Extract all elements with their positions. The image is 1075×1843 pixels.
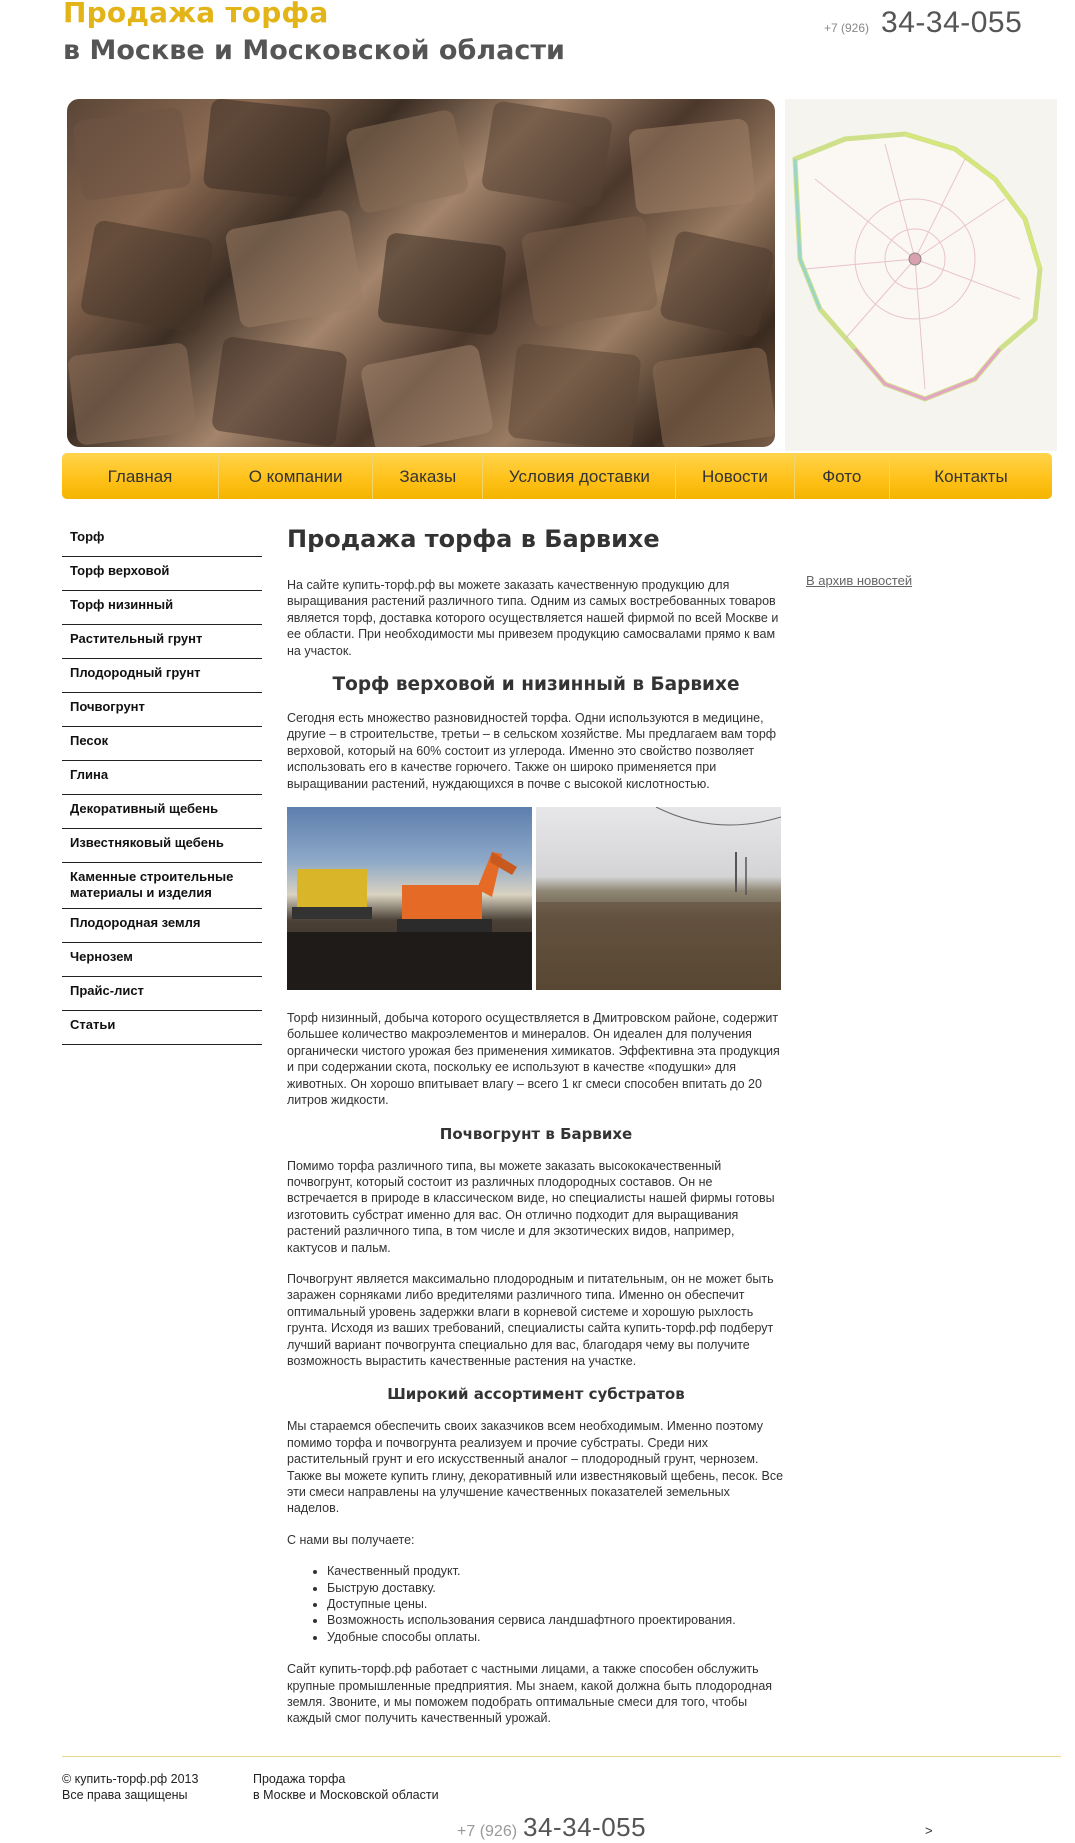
sidebar-item-high-peat[interactable]: Торф верховой [62, 557, 262, 591]
sidebar-item-decorative-gravel[interactable]: Декоративный щебень [62, 795, 262, 829]
list-item: • Доступные цены. [327, 1596, 785, 1612]
sidebar-item-clay[interactable]: Глина [62, 761, 262, 795]
footer-title-line1: Продажа торфа [253, 1772, 346, 1786]
excavator-photo[interactable] [287, 807, 532, 990]
sidebar-item-lowland-peat[interactable]: Торф низинный [62, 591, 262, 625]
sidebar-item-peat[interactable]: Торф [62, 523, 262, 557]
sidebar-item-articles[interactable]: Статьи [62, 1011, 262, 1045]
list-item: • Удобные способы оплаты. [327, 1629, 785, 1645]
nav-item-contacts[interactable]: Контакты [934, 467, 1008, 486]
soil-paragraph-1: Помимо торфа различного типа, вы можете заказать высококачественный почвогрунт, который состоит из различных плодородных составов. Он не встречается в природе в классическом виде, но специалисты нашей фирмы готовы изготовить субстрат именно для вас. Он отлично подходит для выращивания растений различного типа, в том числе и для экзотических видов, например, кактусов и пальм. [287, 1158, 775, 1255]
footer-arrow-icon[interactable]: > [925, 1823, 933, 1838]
footer-phone-code: +7 (926) [457, 1823, 518, 1840]
moscow-region-map [785, 99, 1057, 451]
phone-number: 34-34-055 [881, 6, 1023, 39]
nav-item-news[interactable]: Новости [676, 453, 794, 499]
footer-site-title [253, 1771, 439, 1803]
main-nav [62, 453, 1052, 499]
soil-heading: Почвогрунт в Барвихе [439, 1124, 633, 1143]
field-photo[interactable] [536, 807, 781, 990]
page-title: Продажа торфа в Барвихе [287, 525, 660, 553]
final-paragraph: Сайт купить-торф.рф работает с частными лицами, а также способен обслужить крупные промышленные предприятия. Мы знаем, какой должна быть плодородная земля. Звоните, и мы поможем подобрать оптимальные смеси для того, чтобы каждый смог получить качественный урожай. [287, 1662, 773, 1726]
lowland-paragraph: Торф низинный, добыча которого осуществляется в Дмитровском районе, содержит большее количество макроэлементов и минералов. Он идеален для получения органически чистого урожая без применения химикатов. Эффективна эта продукция и при содержании скота, поскольку ее используют в качестве «подушки» для животных. Он хорошо впитывает влагу – всего 1 кг смеси способен впитать до 20 литров жидкости. [287, 1011, 780, 1108]
peat-paragraph: Сегодня есть множество разновидностей торфа. Одни используются в медицине, другие – в строительстве, третьи – в сельском хозяйстве. Мы предлагаем вам торф верховой, который на 60% состоит из углерода. Именно это свойство позволяет использовать его в качестве горючего. Также он широко применяется при выращивании растений, нуждающихся в почве с высокой кислотностью. [287, 711, 777, 791]
nav-item-home[interactable]: Главная [62, 453, 219, 499]
main-content [287, 525, 785, 1742]
footer-copyright [62, 1771, 198, 1803]
nav-item-about[interactable]: О компании [219, 453, 373, 499]
news-archive-link[interactable]: В архив новостей [806, 573, 913, 588]
benefits-intro: С нами вы получаете: [287, 1532, 415, 1547]
list-item: • Возможность использования сервиса ландшафтного проектирования. [327, 1612, 785, 1628]
field-graphic [536, 807, 781, 990]
sidebar-item-pochvogrunt[interactable]: Почвогрунт [62, 693, 262, 727]
footer-phone [457, 1812, 646, 1843]
excavator-graphic [287, 807, 532, 990]
peat-heading: Торф верховой и низинный в Барвихе [332, 674, 740, 696]
phone-code: +7 (926) [824, 21, 870, 35]
benefits-list [287, 1563, 785, 1645]
site-title: Продажа торфа [63, 0, 329, 29]
sidebar-item-sand[interactable]: Песок [62, 727, 262, 761]
footer-divider [62, 1756, 1061, 1757]
sidebar-item-fertile-soil[interactable]: Плодородный грунт [62, 659, 262, 693]
range-paragraph: Мы стараемся обеспечить своих заказчиков всем необходимым. Именно поэтому помимо торфа и почвогрунта реализуем и прочие субстраты. Среди них растительный грунт и его искусственный аналог – плодородный грунт, чернозем. Также вы можете купить глину, декоративный или известняковый щебень, песок. Все эти смеси направлены на улучшение качественных показателей земельных наделов. [287, 1419, 784, 1516]
header-phone [824, 6, 1022, 40]
sidebar-item-plant-soil[interactable]: Растительный грунт [62, 625, 262, 659]
list-item: • Качественный продукт. [327, 1563, 785, 1579]
footer-phone-number: 34-34-055 [523, 1812, 647, 1842]
nav-item-delivery[interactable]: Условия доставки [483, 453, 676, 499]
sidebar-item-chernozem[interactable]: Чернозем [62, 943, 262, 977]
region-map-graphic [785, 99, 1057, 451]
nav-item-photo[interactable]: Фото [795, 453, 890, 499]
site-subtitle: в Москве и Московской области [63, 35, 565, 66]
copyright-text: © купить-торф.рф 2013 [62, 1772, 199, 1786]
banner-peat-image [67, 99, 775, 447]
sidebar-item-limestone-gravel[interactable]: Известняковый щебень [62, 829, 262, 863]
range-heading: Широкий ассортимент субстратов [387, 1385, 685, 1404]
sidebar-item-fertile-land[interactable]: Плодородная земля [62, 909, 262, 943]
sidebar-item-price-list[interactable]: Прайс-лист [62, 977, 262, 1011]
intro-paragraph: На сайте купить-торф.рф вы можете заказать качественную продукцию для выращивания растений различного типа. Одним из самых востребованных товаров является торф, доставка которого осуществляется нашей фирмой по всей Москве и ее области. При необходимости мы привезем продукцию самосвалами прямо к вам на участок. [287, 578, 779, 658]
list-item: • Быструю доставку. [327, 1580, 785, 1596]
sidebar-item-stone-materials[interactable]: Каменные строительные материалы и изделия [62, 863, 262, 909]
footer-title-line2: в Москве и Московской области [253, 1788, 439, 1802]
rights-text: Все права защищены [62, 1788, 188, 1802]
nav-item-orders[interactable]: Заказы [373, 453, 483, 499]
photo-gallery [287, 807, 785, 990]
sidebar-menu [62, 523, 262, 1045]
peat-blocks-graphic [67, 99, 775, 447]
soil-paragraph-2: Почвогрунт является максимально плодородным и питательным, он не может быть заражен сорняками либо вредителями различного типа. Именно он обеспечит оптимальный уровень задержки влаги в корневой системе и хорошую рыхлость грунта. Исходя из ваших требований, специалисты сайта купить-торф.рф подберут лучший вариант почвогрунта специально для вас, благодаря чему вы получите возможность вырастить качественные растения на участке. [287, 1271, 774, 1368]
